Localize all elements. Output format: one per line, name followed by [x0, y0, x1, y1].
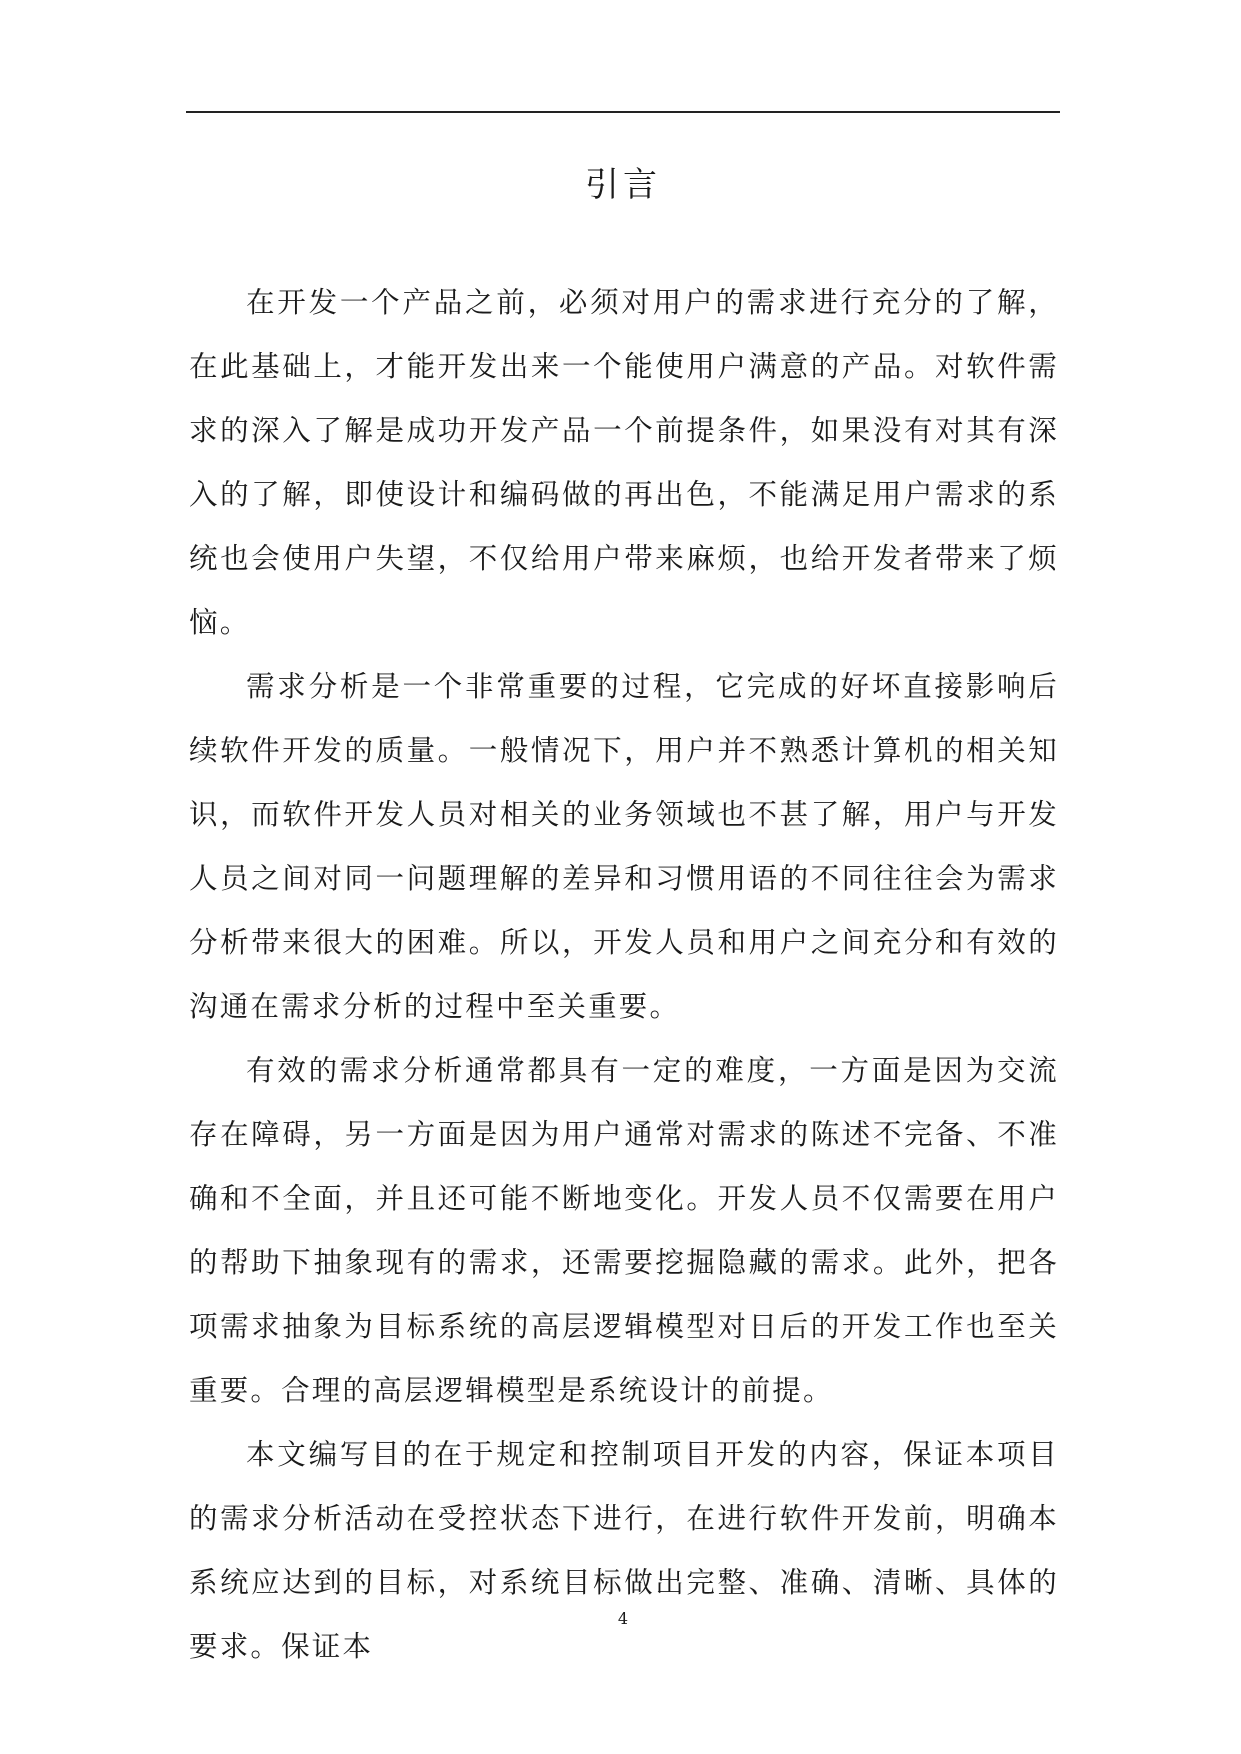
paragraph-1: 在开发一个产品之前，必须对用户的需求进行充分的了解，在此基础上，才能开发出来一个能使用户满意的产品。对软件需求的深入了解是成功开发产品一个前提条件，如果没有对其有深入的了解，即使设计和编码做的再出色，不能满足用户需求的系统也会使用户失望，不仅给用户带来麻烦，也给开发者带来了烦恼。 — [189, 286, 1059, 639]
paragraph-4: 本文编写目的在于规定和控制项目开发的内容，保证本项目的需求分析活动在受控状态下进行，在进行软件开发前，明确本系统应达到的目标，对系统目标做出完整、准确、清晰、具体的要求。保证本 — [189, 1438, 1059, 1663]
page-title: 引言 — [585, 165, 661, 205]
header-rule — [186, 111, 1060, 113]
paragraph-2: 需求分析是一个非常重要的过程，它完成的好坏直接影响后续软件开发的质量。一般情况下，用户并不熟悉计算机的相关知识，而软件开发人员对相关的业务领域也不甚了解，用户与开发人员之间对同一问题理解的差异和习惯用语的不同往往会为需求分析带来很大的困难。所以，开发人员和用户之间充分和有效的沟通在需求分析的过程中至关重要。 — [189, 670, 1059, 1023]
body-text — [189, 271, 1059, 1679]
page-number: 4 — [617, 1609, 629, 1628]
paragraph-3: 有效的需求分析通常都具有一定的难度，一方面是因为交流存在障碍，另一方面是因为用户通常对需求的陈述不完备、不准确和不全面，并且还可能不断地变化。开发人员不仅需要在用户的帮助下抽象现有的需求，还需要挖掘隐藏的需求。此外，把各项需求抽象为目标系统的高层逻辑模型对日后的开发工作也至关重要。合理的高层逻辑模型是系统设计的前提。 — [189, 1054, 1059, 1407]
